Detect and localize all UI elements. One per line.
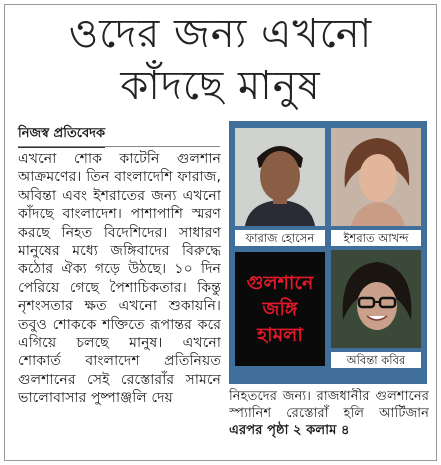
ishrat-photo [331, 128, 421, 226]
attack-label-box [235, 252, 325, 366]
ishrat-caption: ইশরাত আখন্দ [331, 230, 421, 246]
article-body-continued [229, 388, 429, 456]
article-body: এখনো শোক কাটেনি গুলশান আক্রমণের। তিন বাংলাদেশি ফারাজ, অবিন্তা এবং ইশরাতের জন্য এখনো কাঁদছে বাংলাদেশ। পাশাপাশি স্মরণ করছে নিহত বিদেশিদের। সাধারণ মানুষের মধ্যে জঙ্গিবাদের বিরুদ্ধে কঠোর ঐক্য গড়ে উঠছে। ১০ দিন পেরিয়ে গেছে পৈশাচিকতার। কিন্তু নৃশংসতার ক্ষত এখনো শুকায়নি। তবুও শোককে শক্তিতে রূপান্তর করে এগিয়ে চলছে মানুষ। এখনো শোকার্ত বাংলাদেশ প্রতিনিয়ত গুলশানের সেই রেস্তোরাঁর সামনে ভালোবাসার পুষ্পাঞ্জলি দেয় [18, 151, 221, 407]
faraz-caption: ফারাজ হোসেন [235, 230, 325, 246]
byline-divider [18, 146, 220, 147]
attack-label-line-2: জঙ্গি [262, 298, 298, 320]
abinta-photo [331, 250, 421, 348]
attack-label-line-1: গুলশানে [246, 272, 314, 294]
abinta-caption: অবিন্তা কবির [331, 352, 421, 368]
continuation-note: এরপর পৃষ্ঠা ২ কলাম ৪ [229, 423, 350, 439]
byline: নিজস্ব প্রতিবেদক [18, 124, 105, 148]
attack-label-line-3: হামলা [257, 324, 303, 346]
headline-line-1: ওদের জন্য এখনো [68, 11, 373, 57]
right-column-text: নিহতদের জন্য। রাজধানীর গুলশানের স্প্যানিশ রেস্তোরাঁ হলি আর্টিজান [229, 389, 429, 422]
headline-line-2: কাঁদছে মানুষ [120, 63, 321, 109]
faraz-photo [235, 128, 325, 226]
